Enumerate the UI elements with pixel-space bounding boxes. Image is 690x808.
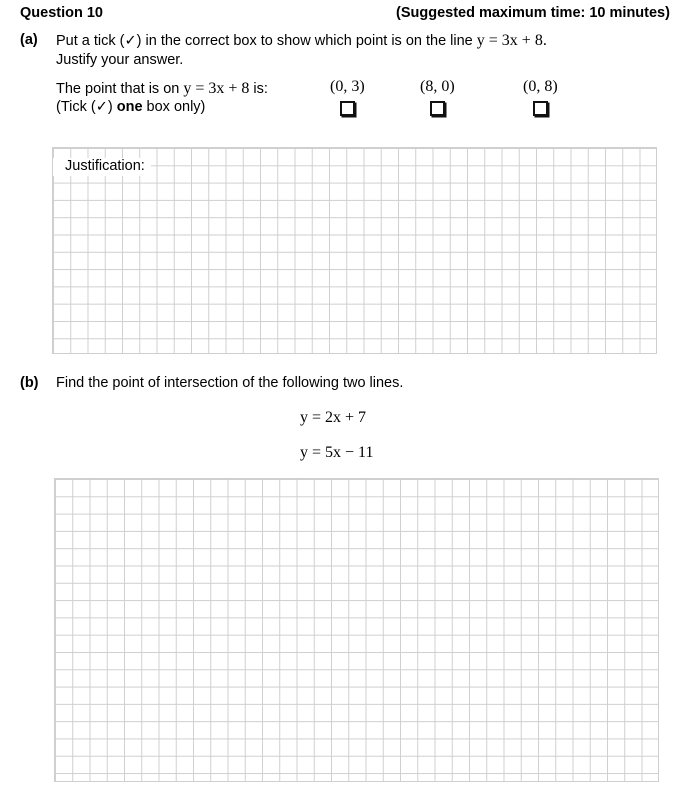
option-0-8-checkbox[interactable] [533,101,548,116]
tick-instruction-pre: (Tick (✓) [56,99,117,115]
part-b-label: (b) [20,375,39,391]
option-0-3-label: (0, 3) [330,78,365,95]
point-prompt-post: is: [249,81,268,97]
part-a-instruction-text: Put a tick (✓) in the correct box to show which point is on the line [56,33,477,49]
tick-instruction-bold: one [116,99,143,115]
point-prompt-equation: y = 3x + 8 [183,80,250,97]
option-8-0-label: (8, 0) [420,78,455,95]
point-prompt [56,80,268,98]
justification-answer-grid[interactable] [52,147,657,354]
part-b-instruction: Find the point of intersection of the following two lines. [56,375,404,391]
equation-1: y = 2x + 7 [300,409,367,426]
suggested-time: (Suggested maximum time: 10 minutes) [396,5,670,21]
part-a-label: (a) [20,32,38,48]
tick-instruction-post: box only) [142,99,206,115]
part-b-answer-grid[interactable] [54,478,659,782]
point-prompt-pre: The point that is on [56,81,184,97]
option-8-0-checkbox[interactable] [430,101,445,116]
justification-label: Justification: [53,158,151,176]
option-0-3-checkbox[interactable] [340,101,355,116]
question-title: Question 10 [20,5,103,21]
equation-2: y = 5x − 11 [300,444,374,461]
part-a-instruction [56,32,547,50]
line-equation: y = 3x + 8. [476,32,547,49]
tick-instruction [56,99,205,115]
option-0-8-label: (0, 8) [523,78,558,95]
part-a-justify-text: Justify your answer. [56,52,184,68]
